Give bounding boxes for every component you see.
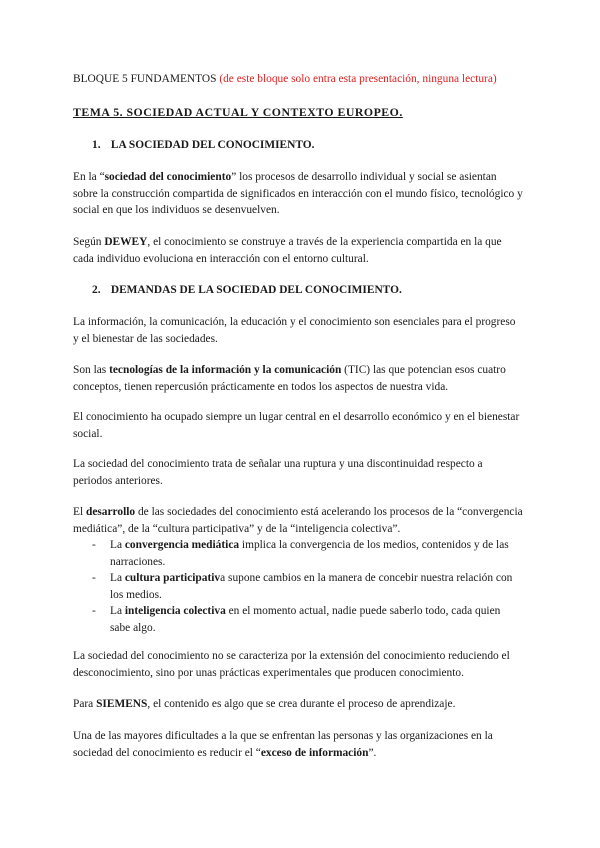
paragraph-tic <box>73 362 523 395</box>
paragraph-desarrollo <box>73 504 523 537</box>
list-dash: - <box>92 605 96 617</box>
section-2-heading <box>92 282 522 299</box>
paragraph-extension: La sociedad del conocimiento no se caracteriza por la extensión del conocimiento reduciendo el desconocimiento, sino por unas prácticas experimentales que producen conocimiento. <box>73 650 510 679</box>
list-text-c: a supone cambios en la manera de concebir nuestra relación con los medios. <box>110 572 513 601</box>
list-bold: cultura participativ <box>124 572 221 584</box>
p9-bold: SIEMENS <box>96 698 148 710</box>
paragraph-exceso-informacion <box>73 728 523 761</box>
section-1-heading <box>92 137 522 154</box>
p7-bold: desarrollo <box>85 506 136 518</box>
paragraph-sociedad-conocimiento <box>73 169 523 219</box>
p4-bold: tecnologías de la información y la comunicación <box>109 364 342 376</box>
p9-text-c: , el contenido es algo que se crea durante el proceso de aprendizaje. <box>147 698 456 710</box>
paragraph-ruptura: La sociedad del conocimiento trata de señalar una ruptura y una discontinuidad respecto a periodos anteriores. <box>73 458 483 487</box>
p2-text-c: , el conocimiento se construye a través de la experiencia compartida en la que cada individuo evoluciona en interacción con el entorno cultural. <box>73 236 502 265</box>
paragraph-siemens <box>73 696 523 713</box>
list-text-c: implica la convergencia de los medios, contenidos y de las narraciones. <box>110 539 509 568</box>
list-text-a: La <box>110 539 125 551</box>
section-1-number: 1. <box>92 139 101 151</box>
list-text-a: La <box>110 572 125 584</box>
tema-title: TEMA 5. SOCIEDAD ACTUAL Y CONTEXTO EUROPEO. <box>73 105 403 119</box>
list-dash: - <box>92 572 96 584</box>
paragraph-dewey <box>73 234 523 267</box>
list-item <box>92 603 522 636</box>
p10-text-c: ”. <box>368 746 377 759</box>
p7-text-a: El <box>73 506 86 518</box>
p10-text-a: Una de las mayores dificultades a la que se enfrentan las personas y las organizaciones en la sociedad del conocimiento es reducir el “ <box>73 730 493 759</box>
paragraph-conocimiento-central: El conocimiento ha ocupado siempre un lugar central en el desarrollo económico y en el bienestar social. <box>73 411 520 440</box>
convergence-list <box>92 537 522 636</box>
list-bold: convergencia mediática <box>124 539 240 551</box>
block-note: (de este bloque solo entra esta presentación, ninguna lectura) <box>219 73 497 85</box>
section-1-title: LA SOCIEDAD DEL CONOCIMIENTO. <box>110 139 315 151</box>
block-header <box>73 71 523 88</box>
p10-bold: exceso de información <box>260 746 369 759</box>
p7-text-c: de las sociedades del conocimiento está acelerando los procesos de la “convergencia mediática”, de la “cultura participativa” y de la “inteligencia colectiva”. <box>73 506 523 535</box>
p2-text-a: Según <box>73 236 105 248</box>
section-2-title: DEMANDAS DE LA SOCIEDAD DEL CONOCIMIENTO. <box>110 284 402 296</box>
list-item <box>92 537 522 570</box>
p9-text-a: Para <box>73 698 97 710</box>
p2-bold: DEWEY <box>104 236 148 248</box>
p1-text-c: ” los procesos de desarrollo individual y social se asientan sobre la construcción compartida de significados en interacción con el mundo físico, tecnológico y social en que los individuos se desenvuelven. <box>73 171 523 216</box>
p1-bold: sociedad del conocimiento <box>104 171 232 183</box>
paragraph-informacion: La información, la comunicación, la educación y el conocimiento son esenciales para el progreso y el bienestar de las sociedades. <box>73 316 516 345</box>
section-2-number: 2. <box>92 284 101 296</box>
p1-text-a: En la “ <box>73 171 105 183</box>
list-dash: - <box>92 539 96 551</box>
list-item <box>92 570 522 603</box>
p4-text-c: (TIC) las que potencian esos cuatro conceptos, tienen repercusión prácticamente en todos los aspectos de nuestra vida. <box>73 364 506 393</box>
list-text-a: La <box>110 605 125 617</box>
p4-text-a: Son las <box>73 364 110 376</box>
list-bold: inteligencia colectiva <box>124 605 226 617</box>
block-title: BLOQUE 5 FUNDAMENTOS <box>73 73 217 85</box>
list-text-c: en el momento actual, nadie puede saberlo todo, cada quien sabe algo. <box>110 605 501 634</box>
